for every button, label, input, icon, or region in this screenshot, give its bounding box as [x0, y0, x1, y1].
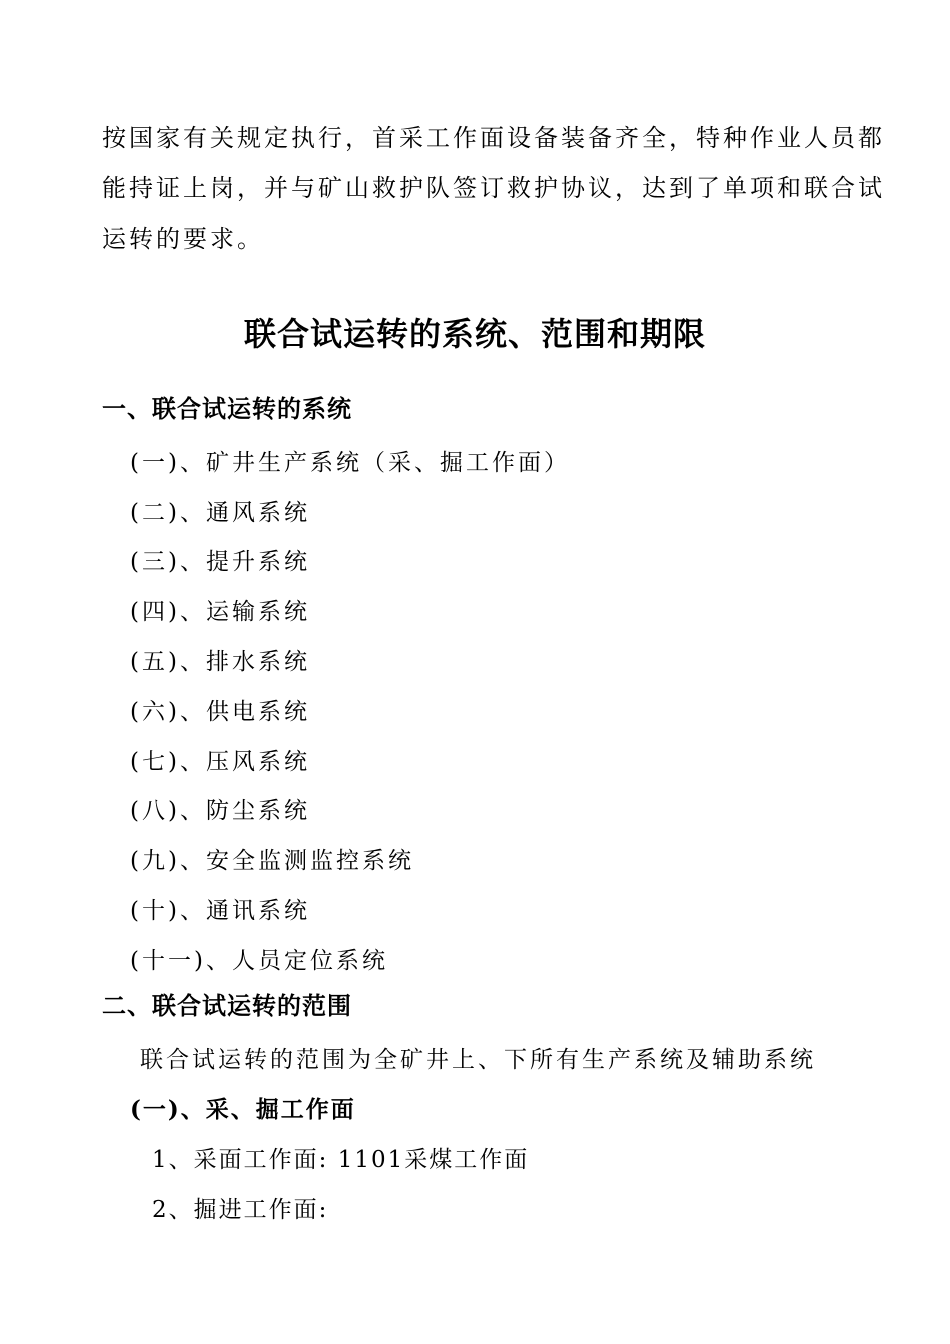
list-item: 2、掘进工作面: — [152, 1197, 329, 1223]
list-item: (五)、排水系统 — [130, 649, 310, 675]
list-item: (六)、供电系统 — [130, 699, 310, 725]
list-item: (十)、通讯系统 — [130, 898, 310, 924]
section1-heading: 一、联合试运转的系统 — [102, 394, 352, 423]
list-item: (四)、运输系统 — [130, 599, 310, 625]
list-item: (八)、防尘系统 — [130, 798, 310, 824]
section2-heading: 二、联合试运转的范围 — [102, 991, 352, 1020]
intro-line-3: 运转的要求。 — [102, 225, 264, 253]
list-item: (三)、提升系统 — [130, 549, 310, 575]
list-item: (一)、矿井生产系统（采、掘工作面） — [130, 450, 570, 476]
section2-subheading: (一)、采、掘工作面 — [130, 1096, 356, 1123]
list-item: (七)、压风系统 — [130, 749, 310, 775]
list-item: 1、采面工作面: 1101采煤工作面 — [152, 1147, 530, 1173]
list-item: (二)、通风系统 — [130, 500, 310, 526]
section-title: 联合试运转的系统、范围和期限 — [243, 315, 706, 353]
intro-line-1: 按国家有关规定执行，首采工作面设备装备齐全，特种作业人员都 — [102, 124, 885, 152]
list-item: (十一)、人员定位系统 — [130, 948, 388, 974]
section2-text: 联合试运转的范围为全矿井上、下所有生产系统及辅助系统 — [140, 1047, 816, 1073]
list-item: (九)、安全监测监控系统 — [130, 848, 414, 874]
intro-line-2: 能持证上岗，并与矿山救护队签订救护协议，达到了单项和联合试 — [102, 174, 885, 202]
